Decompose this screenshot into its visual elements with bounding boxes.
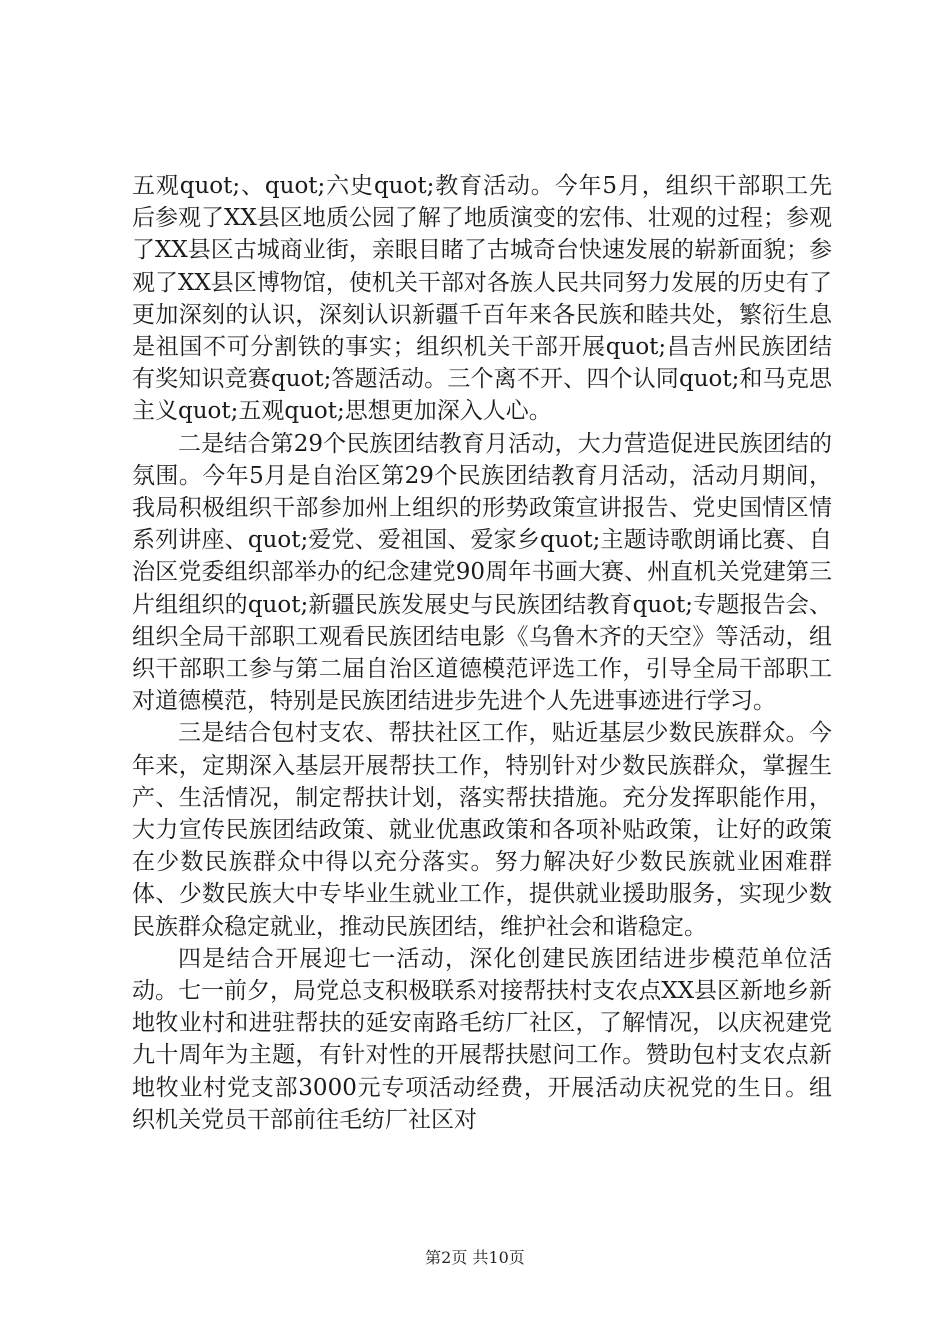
page-footer — [0, 1245, 950, 1268]
paragraph-2: 二是结合第29个民族团结教育月活动，大力营造促进民族团结的氛围。今年5月是自治区第29个民族团结教育月活动，活动月期间，我局积极组织干部参加州上组织的形势政策宣讲报告、党史国情区情系列讲座、quot;爱党、爱祖国、爱家乡quot;主题诗歌朗诵比赛、自治区党委组织部举办的纪念建党90周年书画大赛、州直机关党建第三片组组织的quot;新疆民族发展史与民族团结教育quot;专题报告会、组织全局干部职工观看民族团结电影《乌鲁木齐的天空》等活动，组织干部职工参与第二届自治区道德模范评选工作，引导全局干部职工对道德模范，特别是民族团结进步先进个人先进事迹进行学习。 — [132, 430, 832, 715]
paragraph-continued: 五观quot;、quot;六史quot;教育活动。今年5月，组织干部职工先后参观了XX县区地质公园了解了地质演变的宏伟、壮观的过程；参观了XX县区古城商业街，亲眼目睹了古城奇台快速发展的崭新面貌；参观了XX县区博物馆，使机关干部对各族人民共同努力发展的历史有了更加深刻的认识，深刻认识新疆千百年来各民族和睦共处，繁衍生息是祖国不可分割铁的事实；组织机关干部开展quot;昌吉州民族团结有奖知识竞赛quot;答题活动。三个离不开、四个认同quot;和马克思主义quot;五观quot;思想更加深入人心。 — [132, 173, 832, 425]
paragraph-3: 三是结合包村支农、帮扶社区工作，贴近基层少数民族群众。今年来，定期深入基层开展帮扶工作，特别针对少数民族群众，掌握生产、生活情况，制定帮扶计划，落实帮扶措施。充分发挥职能作用，大力宣传民族团结政策、就业优惠政策和各项补贴政策，让好的政策在少数民族群众中得以充分落实。努力解决好少数民族就业困难群体、少数民族大中专毕业生就业工作，提供就业援助服务，实现少数民族群众稳定就业，推动民族团结，维护社会和谐稳定。 — [132, 720, 832, 940]
document-body — [132, 170, 832, 1136]
paragraph-4: 四是结合开展迎七一活动，深化创建民族团结进步模范单位活动。七一前夕，局党总支积极联系对接帮扶村支农点XX县区新地乡新地牧业村和进驻帮扶的延安南路毛纺厂社区，了解情况，以庆祝建党九十周年为主题，有针对性的开展帮扶慰问工作。赞助包村支农点新地牧业村党支部3000元专项活动经费，开展活动庆祝党的生日。组织机关党员干部前往毛纺厂社区对 — [132, 945, 832, 1133]
page-number: 第2页 共10页 — [425, 1248, 525, 1267]
